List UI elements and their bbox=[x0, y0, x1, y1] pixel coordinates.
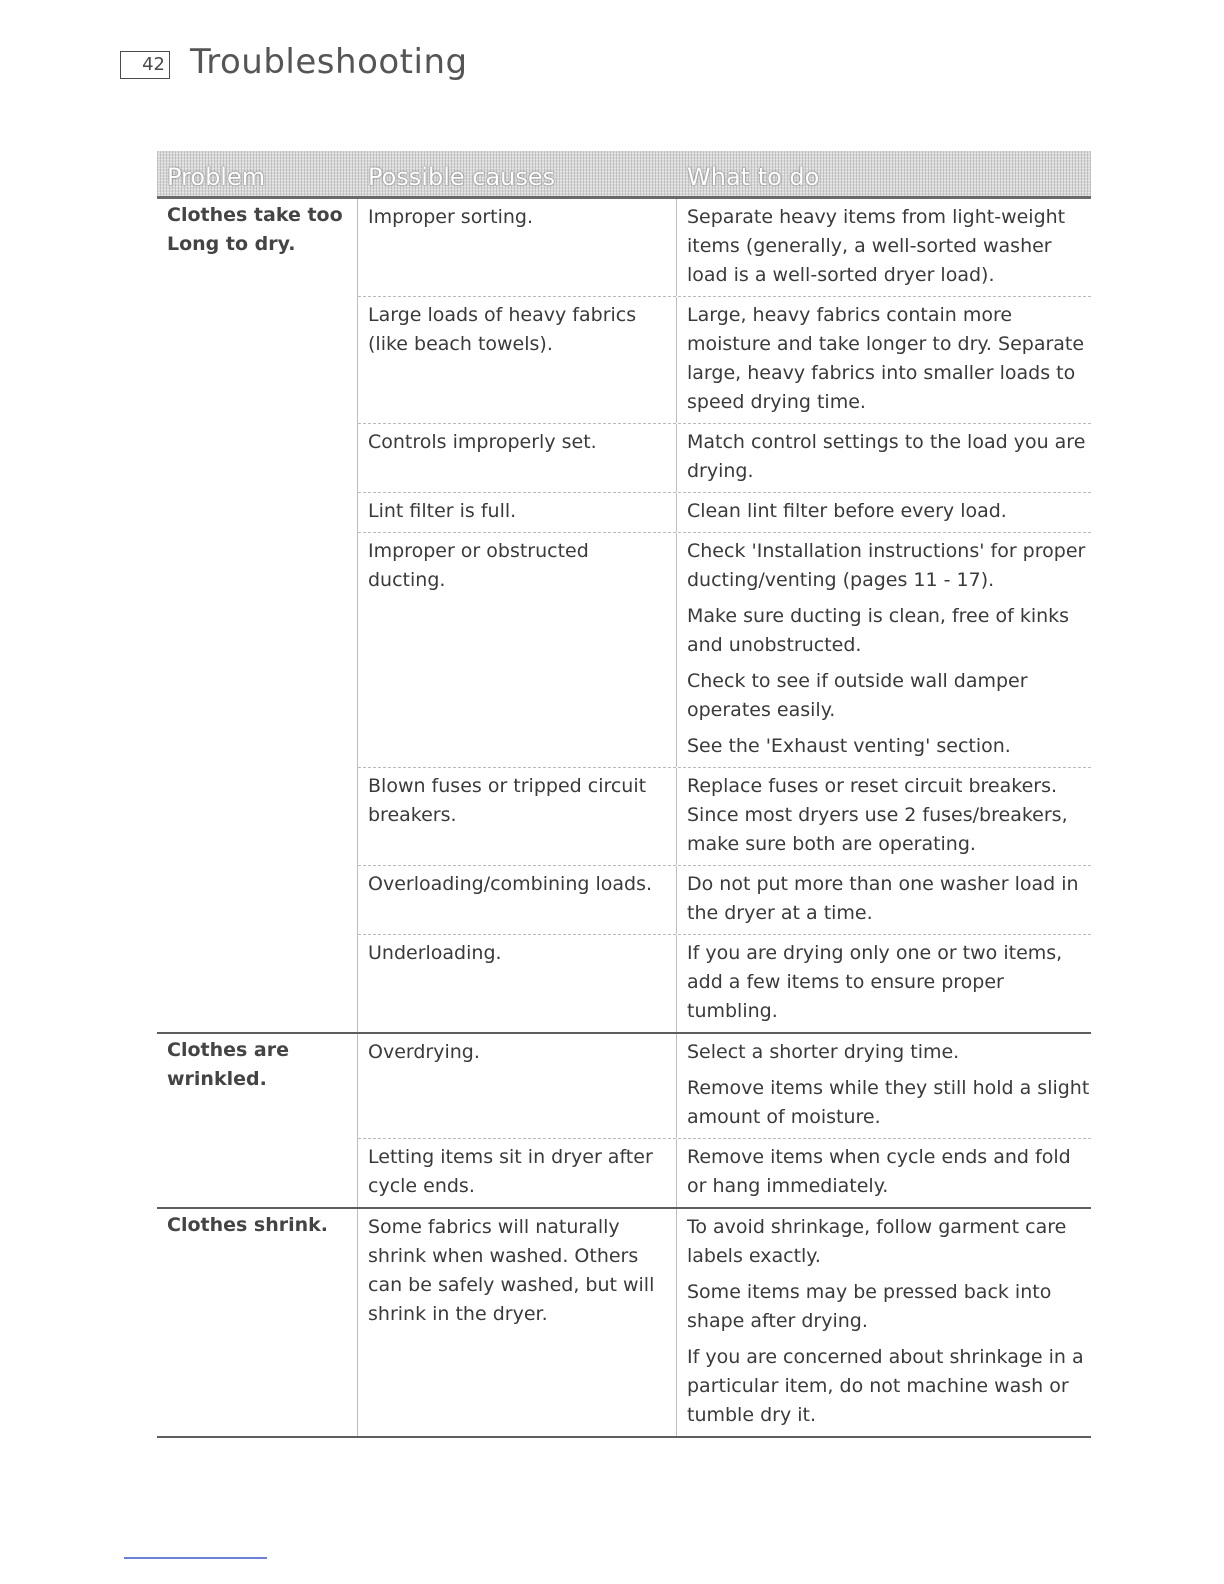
action-text: Large, heavy fabrics contain more moisture and take longer to dry. Separate large, heavy fabrics into smaller loads to speed drying time. bbox=[687, 304, 1085, 413]
action-text: Some items may be pressed back into shape after drying. bbox=[687, 1281, 1052, 1332]
action-text: Check to see if outside wall damper operates easily. bbox=[687, 670, 1028, 721]
action-text: Match control settings to the load you are drying. bbox=[687, 431, 1086, 482]
cause-cell: Blown fuses or tripped circuit breakers. bbox=[358, 768, 677, 865]
what-to-do-cell bbox=[677, 297, 1091, 423]
what-to-do-cell bbox=[677, 768, 1091, 865]
cause-cell: Improper sorting. bbox=[358, 199, 677, 296]
action-text: Make sure ducting is clean, free of kinks and unobstructed. bbox=[687, 605, 1070, 656]
cause-cell: Improper or obstructed ducting. bbox=[358, 533, 677, 767]
action-text: Clean lint filter before every load. bbox=[687, 500, 1007, 522]
problem-cell: Clothes shrink. bbox=[157, 1209, 358, 1436]
what-to-do-cell bbox=[677, 199, 1091, 296]
page-number: 42 bbox=[120, 51, 170, 79]
page-title: Troubleshooting bbox=[190, 42, 468, 82]
what-to-do-cell bbox=[677, 1139, 1091, 1207]
footer-divider bbox=[124, 1557, 267, 1559]
table-row bbox=[358, 768, 1091, 866]
what-to-do-cell bbox=[677, 866, 1091, 934]
cause-cell: Some fabrics will naturally shrink when washed. Others can be safely washed, but will shrink in the dryer. bbox=[358, 1209, 677, 1436]
what-to-do-cell bbox=[677, 424, 1091, 492]
action-text: Check 'Installation instructions' for proper ducting/venting (pages 11 - 17). bbox=[687, 540, 1086, 591]
cause-cell: Letting items sit in dryer after cycle ends. bbox=[358, 1139, 677, 1207]
table-row bbox=[358, 493, 1091, 533]
page-header bbox=[120, 42, 468, 82]
problem-group bbox=[157, 1209, 1091, 1438]
cause-cell: Overdrying. bbox=[358, 1034, 677, 1138]
action-text: To avoid shrinkage, follow garment care labels exactly. bbox=[687, 1216, 1067, 1267]
cause-cell: Controls improperly set. bbox=[358, 424, 677, 492]
problem-group bbox=[157, 1034, 1091, 1209]
table-header bbox=[157, 151, 1091, 199]
cause-cell: Overloading/combining loads. bbox=[358, 866, 677, 934]
problem-cell: Clothes take too Long to dry. bbox=[157, 199, 358, 1032]
column-header-problem: Problem bbox=[167, 163, 266, 191]
cause-cell: Large loads of heavy fabrics (like beach towels). bbox=[358, 297, 677, 423]
cause-cell: Underloading. bbox=[358, 935, 677, 1032]
action-text: Remove items when cycle ends and fold or hang immediately. bbox=[687, 1146, 1071, 1197]
action-text: Do not put more than one washer load in the dryer at a time. bbox=[687, 873, 1079, 924]
table-row bbox=[358, 1139, 1091, 1207]
action-text: If you are concerned about shrinkage in a particular item, do not machine wash or tumble dry it. bbox=[687, 1346, 1084, 1426]
what-to-do-cell bbox=[677, 1034, 1091, 1138]
table-row bbox=[358, 935, 1091, 1032]
problem-cell: Clothes are wrinkled. bbox=[157, 1034, 358, 1207]
table-row bbox=[358, 866, 1091, 935]
table-row bbox=[358, 424, 1091, 493]
cause-rows bbox=[358, 1209, 1091, 1436]
what-to-do-cell bbox=[677, 533, 1091, 767]
table-row bbox=[358, 1034, 1091, 1139]
action-text: Remove items while they still hold a slight amount of moisture. bbox=[687, 1077, 1090, 1128]
table-row bbox=[358, 1209, 1091, 1436]
action-text: If you are drying only one or two items, add a few items to ensure proper tumbling. bbox=[687, 942, 1063, 1022]
action-text: Select a shorter drying time. bbox=[687, 1041, 960, 1063]
column-header-what-to-do: What to do bbox=[687, 163, 820, 191]
what-to-do-cell bbox=[677, 493, 1091, 532]
what-to-do-cell bbox=[677, 935, 1091, 1032]
table-row bbox=[358, 533, 1091, 768]
column-header-possible-causes: Possible causes bbox=[368, 163, 556, 191]
table-body bbox=[157, 199, 1091, 1438]
cause-rows bbox=[358, 1034, 1091, 1207]
problem-group bbox=[157, 199, 1091, 1034]
action-text: Separate heavy items from light-weight items (generally, a well-sorted washer load is a well-sorted dryer load). bbox=[687, 206, 1066, 286]
cause-rows bbox=[358, 199, 1091, 1032]
table-row bbox=[358, 199, 1091, 297]
what-to-do-cell bbox=[677, 1209, 1091, 1436]
action-text: See the 'Exhaust venting' section. bbox=[687, 735, 1011, 757]
table-row bbox=[358, 297, 1091, 424]
action-text: Replace fuses or reset circuit breakers. Since most dryers use 2 fuses/breakers, make sure both are operating. bbox=[687, 775, 1068, 855]
cause-cell: Lint filter is full. bbox=[358, 493, 677, 532]
troubleshooting-table bbox=[157, 151, 1091, 1438]
